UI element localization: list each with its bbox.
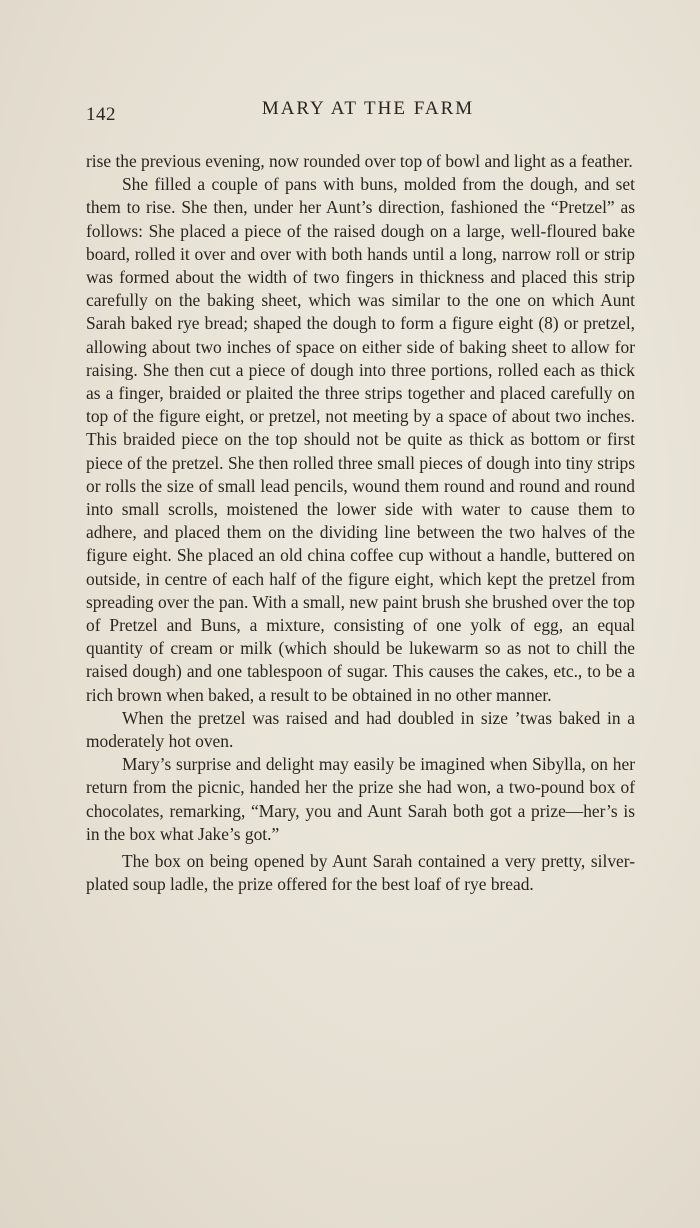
running-head xyxy=(86,96,636,130)
paragraph: The box on being opened by Aunt Sarah contained a very pretty, silver-plated soup ladle, the prize offered for the best loaf of rye bread. xyxy=(86,851,635,895)
paragraph: She filled a couple of pans with buns, molded from the dough, and set them to rise. She then, under her Aunt’s direction, fashioned the “Pretzel” as follows: She placed a piece of the raised dough on a large, well-floured bake board, rolled it over and over with both hands until a long, narrow roll or strip was formed about the width of two fingers in thickness and placed this strip carefully on the baking sheet, which was similar to the one on which Aunt Sarah baked rye bread; shaped the dough to form a figure eight (8) or pretzel, allowing about two inches of space on either side of baking sheet to allow for raising. She then cut a piece of dough into three portions, rolled each as thick as a finger, braided or plaited the three strips together and placed carefully on top of the figure eight, or pretzel, not meeting by a space of about two inches. This braided piece on the top should not be quite as thick as bottom or first piece of the pretzel. She then rolled three small pieces of dough into tiny strips or rolls the size of small lead pencils, wound them round and round and round into small scrolls, moistened the lower side with water to cause them to adhere, and placed them on the dividing line between the two halves of the figure eight. She placed an old china coffee cup without a handle, buttered on outside, in centre of each half of the figure eight, which kept the pretzel from spreading over the pan. With a small, new paint brush she brushed over the top of Pretzel and Buns, a mixture, consisting of one yolk of egg, an equal quantity of cream or milk (which should be lukewarm so as not to chill the raised dough) and one tablespoon of sugar. This causes the cakes, etc., to be a rich brown when baked, a result to be obtained in no other manner. xyxy=(86,174,635,705)
paragraph: rise the previous evening, now rounded over top of bowl and light as a feather. xyxy=(86,151,633,171)
body-text xyxy=(86,150,635,897)
book-title: MARY AT THE FARM xyxy=(261,98,475,119)
paragraph: When the pretzel was raised and had doubled in size ’twas baked in a moderately hot oven. xyxy=(86,707,635,752)
paragraph: Mary’s surprise and delight may easily be imagined when Sibylla, on her return from the picnic, handed her the prize she had won, a two-pound box of chocolates, remarking, “Mary, you and Aunt Sarah both got a prize—her’s is in the box what Jake’s got.” xyxy=(86,754,635,844)
page-number: 142 xyxy=(86,104,116,125)
